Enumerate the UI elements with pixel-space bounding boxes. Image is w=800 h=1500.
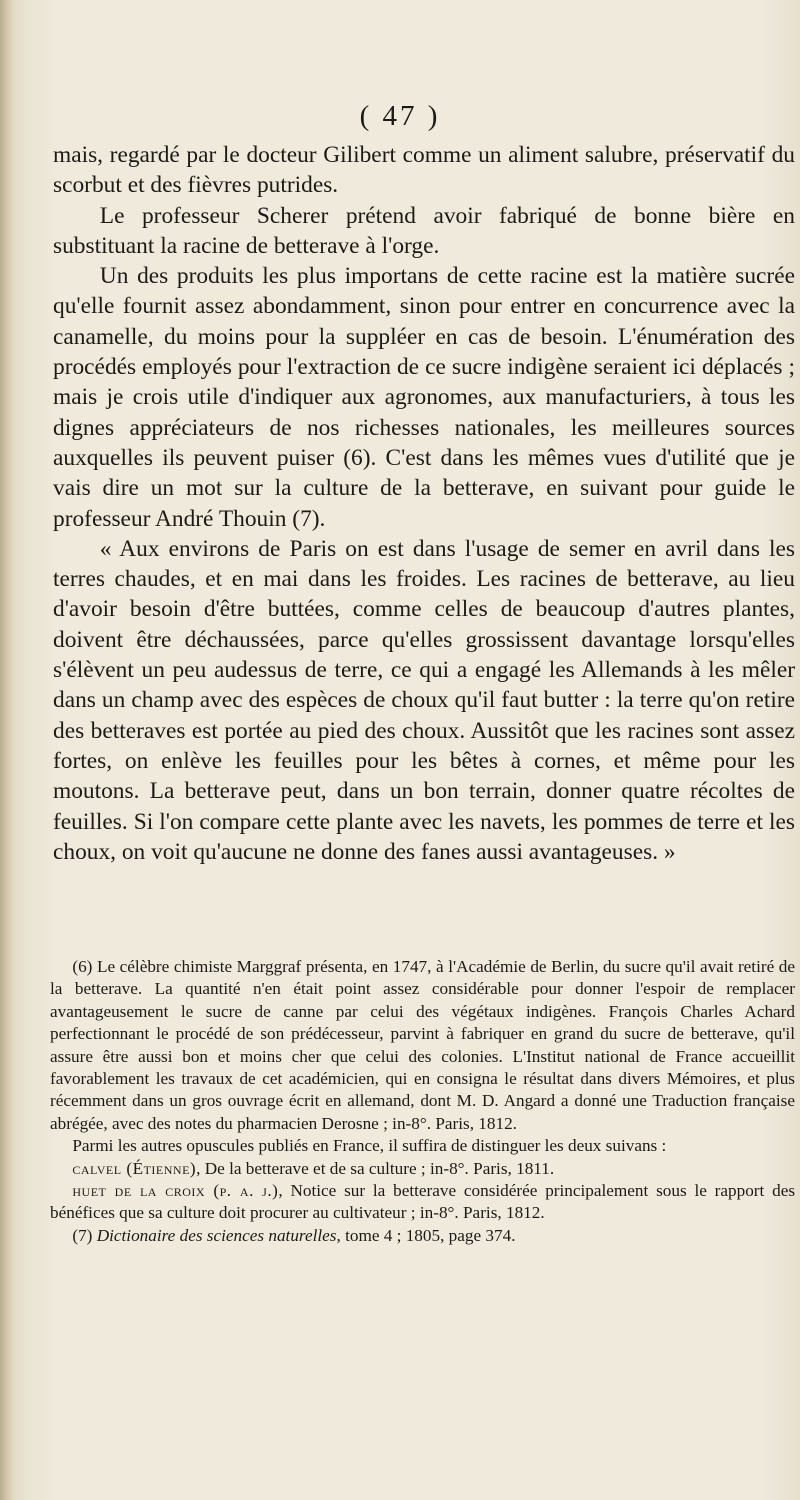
paragraph-3: Un des produits les plus importans de cette racine est la matière sucrée qu'elle fournit assez abondamment, sinon pour entrer en concurrence avec la canamelle, du moins pour la suppléer en cas de besoin. L'énumération des procédés employés pour l'extraction de ce sucre indigène seraient ici déplacés ; mais je crois utile d'indiquer aux agronomes, aux manufacturiers, à tous les dignes appréciateurs de nos richesses nationales, les meilleures sources auxquelles ils peuvent puiser (6). C'est dans les mêmes vues d'utilité que je vais dire un mot sur la culture de la betterave, en suivant pour guide le professeur André Thouin (7). [53, 263, 795, 532]
footnote-7-number: (7) [72, 1225, 97, 1245]
page-binding-edge [0, 0, 14, 1500]
reference-author-calvel: calvel (Étienne) [72, 1158, 197, 1178]
footnote-reference-calvel [50, 1158, 795, 1180]
reference-text-calvel: , De la betterave et de sa culture ; in-8°. Paris, 1811. [196, 1158, 555, 1178]
paragraph-2: Le professeur Scherer prétend avoir fabriqué de bonne bière en substituant la racine de betterave à l'orge. [53, 202, 795, 259]
footnote-7-title: Dictionaire des sciences naturelles [96, 1225, 337, 1245]
paragraph-1: mais, regardé par le docteur Gilibert comme un aliment salubre, préservatif du scorbut et des fièvres putrides. [53, 142, 795, 199]
footnote-7 [50, 1225, 795, 1247]
footnote-reference-huet [50, 1180, 795, 1225]
reference-author-huet: huet de la croix (p. a. j.) [72, 1181, 279, 1201]
footnote-6-continuation: Parmi les autres opuscules publiés en France, il suffira de distinguer les deux suivans : [72, 1136, 667, 1156]
main-text-body [53, 140, 795, 867]
page-number: ( 47 ) [359, 100, 441, 132]
footnote-7-citation: , tome 4 ; 1805, page 374. [336, 1225, 516, 1245]
reference-text-huet: , Notice sur la betterave considérée principalement sous le rapport des bénéfices que sa culture doit procurer au cultivateur ; in-8°. Paris, 1812. [50, 1181, 796, 1223]
footnotes-section [50, 956, 795, 1247]
footnote-6: (6) Le célèbre chimiste Marggraf présenta, en 1747, à l'Académie de Berlin, du sucre qu'il avait retiré de la betterave. La quantité n'en était point assez considérable pour donner l'espoir de remplacer avantageusement le sucre de canne par celui des végétaux indigènes. François Charles Achard perfectionnant le procédé de son prédécesseur, parvint à fabriquer en grand du sucre de betterave, qu'il assure être aussi bon et moins cher que celui des colonies. L'Institut national de France accueillit favorablement les travaux de cet académicien, qui en consigna le résultat dans divers Mémoires, et plus récemment dans un gros ouvrage écrit en allemand, dont M. D. Angard a donné une Traduction française abrégée, avec des notes du pharmacien Derosne ; in-8°. Paris, 1812. [50, 957, 795, 1133]
paragraph-4-quotation: « Aux environs de Paris on est dans l'usage de semer en avril dans les terres chaudes, et en mai dans les froides. Les racines de betterave, au lieu d'avoir besoin d'être buttées, comme celles de beaucoup d'autres plantes, doivent être déchaussées, parce qu'elles grossissent davantage lorsqu'elles s'élèvent un peu audessus de terre, ce qui a engagé les Allemands à les mêler dans un champ avec des espèces de choux qu'il faut butter : la terre qu'on retire des betteraves est portée au pied des choux. Aussitôt que les racines sont assez fortes, on enlève les feuilles pour les bêtes à cornes, et même pour les moutons. La betterave peut, dans un bon terrain, donner quatre récoltes de feuilles. Si l'on compare cette plante avec les navets, les pommes de terre et les choux, on voit qu'aucune ne donne des fanes aussi avantageuses. » [53, 535, 795, 865]
